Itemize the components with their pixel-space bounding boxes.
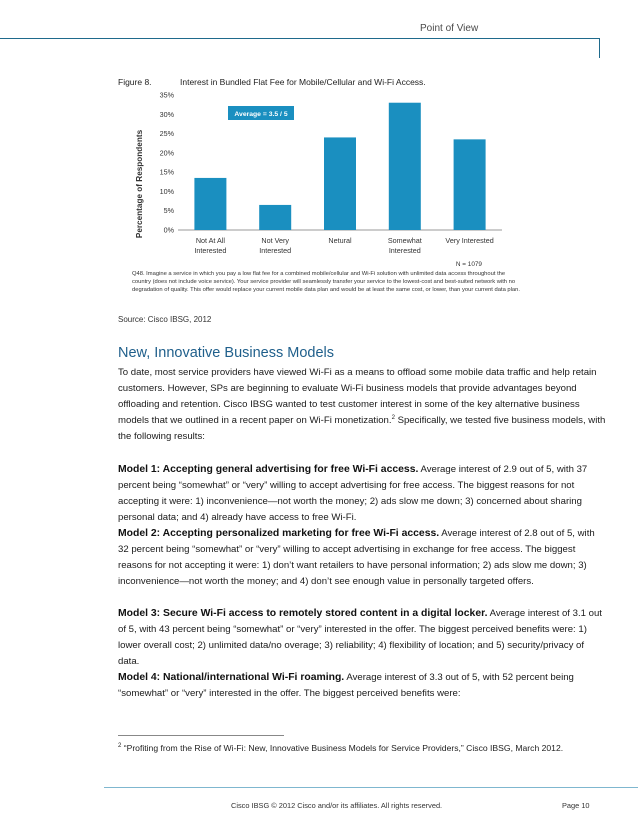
- x-tick-label: Somewhat Interested: [387, 236, 422, 255]
- x-tick-label: Not Very Interested: [259, 236, 292, 255]
- figure-source: Source: Cisco IBSG, 2012: [118, 315, 212, 324]
- survey-question: Q48. Imagine a service in which you pay a low flat fee for a combined mobile/cellular and Wi-Fi solution with unlimited data access throughout the country (does not include voice service). Your service provider will seamlessly transfer your service to the lowest-cost and best-suited network with no degradation of quality. This offer would replace your current mobile data plan and would be at least the same cost, or lower, than your current data plan.: [132, 271, 520, 294]
- model-text: Average interest of 3.1 out of 5, with 43 percent being “somewhat” or “very” interested in the offer. The biggest perceived benefits were: 1) lower overall cost; 2) unlimited data/no overage; 3) reliability; 4) flexibility of location; and 5) security/privacy of data.: [118, 608, 602, 667]
- x-tick-label: Netural: [328, 236, 352, 245]
- average-badge: [228, 106, 294, 120]
- y-tick-label: 25%: [159, 129, 174, 139]
- model-heading: Model 4: National/international Wi-Fi roaming.: [118, 672, 345, 683]
- y-tick-label: 15%: [159, 167, 174, 177]
- model-text: Average interest of 2.9 out of 5, with 37 percent being “somewhat” or “very” willing to accept advertising for free access. The biggest reasons for not accepting it were: 1) inconvenience—not worth the money; 2) ads slow me down; 3) concerned about sharing personal data; and 4) already have access to free Wi-Fi.: [118, 464, 588, 523]
- header-title: Point of View: [420, 23, 479, 34]
- bar: [389, 103, 421, 230]
- x-tick-label: Very Interested: [445, 236, 494, 245]
- y-tick-label: 20%: [159, 148, 174, 158]
- average-label: Average = 3.5 / 5: [234, 111, 288, 118]
- model-text: Average interest of 3.3 out of 5, with 52 percent being “somewhat” or “very” interested in the offer. The biggest perceived benefits were:: [118, 672, 574, 699]
- footnote-number: 2: [118, 743, 122, 750]
- bar-chart: [118, 86, 518, 268]
- figure-label: Figure 8.: [118, 77, 152, 87]
- model-paragraph: [118, 606, 606, 670]
- y-axis-label: Percentage of Respondents: [135, 129, 144, 239]
- y-tick-label: 10%: [159, 186, 174, 196]
- footnote-text: “Profiting from the Rise of Wi-Fi: New, Innovative Business Models for Service Providers,” Cisco IBSG, March 2012.: [121, 743, 564, 753]
- model-heading: Model 3: Secure Wi-Fi access to remotely stored content in a digital locker.: [118, 608, 488, 619]
- figure-title: Interest in Bundled Flat Fee for Mobile/Cellular and Wi-Fi Access.: [180, 77, 426, 87]
- bar: [454, 139, 486, 230]
- footnote-rule: [118, 735, 284, 736]
- footer-copyright: Cisco IBSG © 2012 Cisco and/or its affiliates. All rights reserved.: [231, 801, 443, 810]
- section-title: New, Innovative Business Models: [118, 345, 334, 361]
- header-tick: [599, 38, 600, 58]
- footnote: [118, 742, 598, 755]
- bar: [259, 205, 291, 230]
- header-rule: [0, 38, 600, 39]
- intro-text-cont: Specifically, we tested five business models, with the following results:: [118, 415, 606, 442]
- x-tick-label: Not At All Interested: [194, 236, 227, 255]
- n-label: N = 1079: [455, 261, 482, 268]
- y-tick-label: 35%: [159, 90, 174, 100]
- bar: [194, 178, 226, 230]
- page-number: Page 10: [562, 801, 590, 810]
- model-paragraph: [118, 462, 606, 526]
- intro-paragraph: [118, 365, 606, 445]
- footnote-ref: 2: [391, 414, 395, 421]
- model-paragraph: [118, 526, 606, 590]
- model-text: Average interest of 2.8 out of 5, with 32 percent being “somewhat” or “very” willing to accept advertising in exchange for free access. The biggest reasons for not accepting it were: 1) don’t want retailers to have personal information; 2) ads slow me down; 3) inconvenience—not worth the money; and 4) don’t see enough value in personally targeted offers.: [118, 528, 595, 587]
- y-tick-label: 5%: [163, 206, 174, 216]
- model-heading: Model 2: Accepting personalized marketing for free Wi-Fi access.: [118, 528, 440, 539]
- model-heading: Model 1: Accepting general advertising for free Wi-Fi access.: [118, 464, 419, 475]
- y-tick-label: 30%: [159, 109, 174, 119]
- intro-text: To date, most service providers have viewed Wi-Fi as a means to offload some mobile data traffic and help retain customers. However, SPs are beginning to evaluate Wi-Fi business models that provide advantages beyond offloading and retention. Cisco IBSG wanted to test customer interest in some of the key alternative business models that we outlined in a recent paper on Wi-Fi monetization.: [118, 367, 597, 426]
- model-paragraph: [118, 670, 606, 702]
- y-tick-label: 0%: [163, 225, 174, 235]
- footer-rule: [104, 787, 638, 788]
- bar: [324, 137, 356, 230]
